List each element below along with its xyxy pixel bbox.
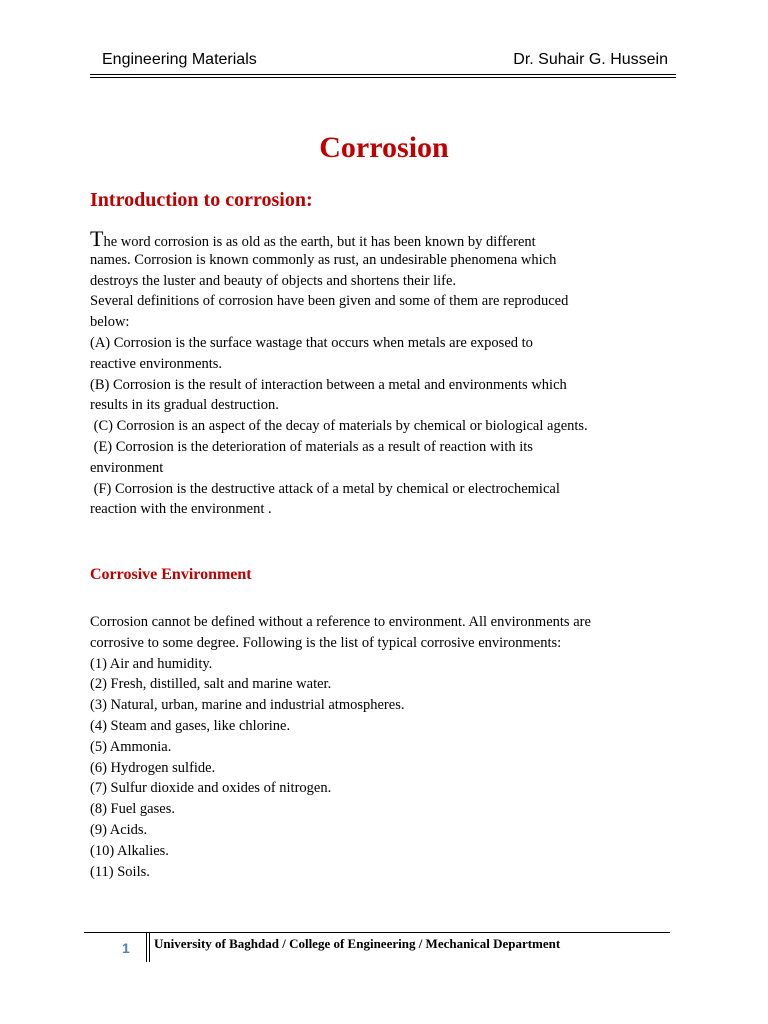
list-item: (9) Acids. <box>90 821 148 838</box>
list-item: (11) Soils. <box>90 863 150 880</box>
intro-line: Several definitions of corrosion have been given and some of them are reproduced <box>90 293 569 310</box>
intro-line: below: <box>90 314 130 331</box>
definition-f: (F) Corrosion is the destructive attack of a metal by chemical or electrochemical <box>90 480 560 497</box>
env-intro-line: corrosive to some degree. Following is the list of typical corrosive environments: <box>90 634 562 651</box>
definition-b: (B) Corrosion is the result of interaction between a metal and environments which <box>90 376 567 393</box>
list-item: (7) Sulfur dioxide and oxides of nitrogen. <box>90 780 332 797</box>
page-number: 1 <box>122 940 130 956</box>
list-item: (10) Alkalies. <box>90 842 169 859</box>
intro-line: names. Corrosion is known commonly as rust, an undesirable phenomena which <box>90 251 557 268</box>
footer-divider <box>84 932 670 933</box>
definition-f-cont: reaction with the environment . <box>90 501 272 518</box>
list-item: (4) Steam and gases, like chlorine. <box>90 717 291 734</box>
list-item: (1) Air and humidity. <box>90 655 213 672</box>
section-heading-corrosive-environment: Corrosive Environment <box>90 566 252 583</box>
footer-institution: University of Baghdad / College of Engineering / Mechanical Department <box>154 936 561 951</box>
definition-a-cont: reactive environments. <box>90 355 223 372</box>
definition-c: (C) Corrosion is an aspect of the decay of materials by chemical or biological agents. <box>90 418 588 435</box>
env-intro-line: Corrosion cannot be defined without a reference to environment. All environments are <box>90 614 591 630</box>
environment-list <box>90 612 710 882</box>
intro-line: destroys the luster and beauty of objects and shortens their life. <box>90 272 457 289</box>
definition-e-cont: environment <box>90 459 164 476</box>
definition-e: (E) Corrosion is the deterioration of materials as a result of reaction with its <box>90 438 533 455</box>
list-item: (3) Natural, urban, marine and industrial atmospheres. <box>90 697 405 714</box>
intro-paragraph <box>90 226 710 520</box>
list-item: (6) Hydrogen sulfide. <box>90 759 216 776</box>
header-course-title: Engineering Materials <box>102 51 257 68</box>
definition-b-cont: results in its gradual destruction. <box>90 397 279 414</box>
definition-a: (A) Corrosion is the surface wastage that occurs when metals are exposed to <box>90 334 533 351</box>
page-header <box>102 50 668 74</box>
footer-vertical-divider <box>146 932 150 962</box>
header-author: Dr. Suhair G. Hussein <box>513 51 668 68</box>
list-item: (5) Ammonia. <box>90 738 172 755</box>
list-item: (8) Fuel gases. <box>90 801 175 818</box>
drop-cap: T <box>90 226 104 251</box>
page-title: Corrosion <box>319 131 449 164</box>
list-item: (2) Fresh, distilled, salt and marine water. <box>90 676 332 693</box>
header-divider <box>90 74 676 78</box>
intro-line: The word corrosion is as old as the earth, but it has been known by different <box>90 226 536 251</box>
section-heading-introduction: Introduction to corrosion: <box>90 189 313 211</box>
